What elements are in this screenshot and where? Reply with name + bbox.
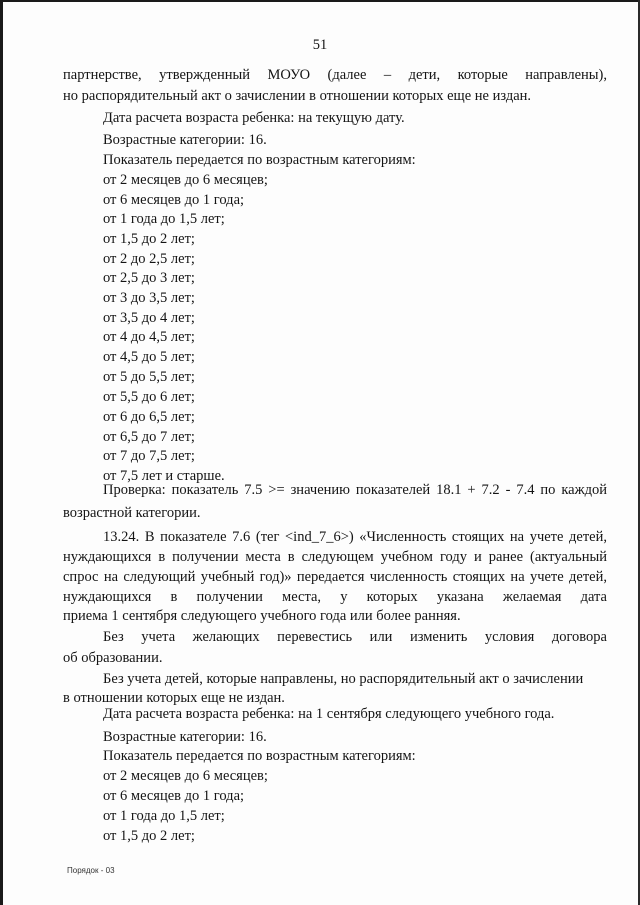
list-item: от 1,5 до 2 лет; <box>103 231 195 247</box>
text-line: в отношении которых еще не издан. <box>63 690 285 706</box>
text-line: Дата расчета возраста ребенка: на 1 сентября следующего учебного года. <box>103 706 555 722</box>
page-number: 51 <box>312 37 328 53</box>
text-line: об образовании. <box>63 650 163 666</box>
text-line: спрос на следующий учебный год)» передается численность стоящих на учете детей, <box>63 569 607 585</box>
text-line: 13.24. В показателе 7.6 (тег <ind_7_6>) «Численность стоящих на учете детей, <box>103 529 607 545</box>
text-line: но распорядительный акт о зачислении в отношении которых еще не издан. <box>63 88 532 104</box>
scan-edge-left <box>0 0 3 905</box>
list-item: от 4,5 до 5 лет; <box>103 349 195 365</box>
text-line: приема 1 сентября следующего учебного года или более ранняя. <box>63 608 461 624</box>
text-line: Без учета детей, которые направлены, но распорядительный акт о зачислении <box>103 671 584 687</box>
list-item: от 1,5 до 2 лет; <box>103 828 195 844</box>
list-item: от 3,5 до 4 лет; <box>103 310 195 326</box>
page-footer: Порядок - 03 <box>67 866 115 875</box>
list-item: от 6 месяцев до 1 года; <box>103 192 245 208</box>
list-item: от 6 до 6,5 лет; <box>103 409 195 425</box>
list-item: от 4 до 4,5 лет; <box>103 329 195 345</box>
text-line: партнерстве, утвержденный МОУО (далее – дети, которые направлены), <box>63 67 607 83</box>
text-line: Без учета желающих перевестись или изменить условия договора <box>103 629 607 645</box>
list-item: от 2,5 до 3 лет; <box>103 270 195 286</box>
list-item: от 1 года до 1,5 лет; <box>103 808 225 824</box>
text-line: нуждающихся в получении места в следующем учебном году и ранее (актуальный <box>63 549 607 565</box>
list-item: от 6 месяцев до 1 года; <box>103 788 245 804</box>
text-line: возрастной категории. <box>63 505 201 521</box>
list-item: от 1 года до 1,5 лет; <box>103 211 225 227</box>
list-item: от 6,5 до 7 лет; <box>103 429 195 445</box>
list-item: от 2 до 2,5 лет; <box>103 251 195 267</box>
list-item: от 7 до 7,5 лет; <box>103 448 195 464</box>
text-line: Возрастные категории: 16. <box>103 132 267 148</box>
scan-edge-top <box>0 0 640 2</box>
list-item: от 5,5 до 6 лет; <box>103 389 195 405</box>
list-item: от 5 до 5,5 лет; <box>103 369 195 385</box>
list-item: от 2 месяцев до 6 месяцев; <box>103 768 268 784</box>
text-line: Проверка: показатель 7.5 >= значению показателей 18.1 + 7.2 - 7.4 по каждой <box>103 482 607 498</box>
list-item: от 2 месяцев до 6 месяцев; <box>103 172 268 188</box>
text-line: нуждающихся в получении места, у которых указана желаемая дата <box>63 589 607 605</box>
text-line: Показатель передается по возрастным категориям: <box>103 152 416 168</box>
list-item: от 3 до 3,5 лет; <box>103 290 195 306</box>
text-line: Показатель передается по возрастным категориям: <box>103 748 416 764</box>
text-line: Возрастные категории: 16. <box>103 729 267 745</box>
list-item: от 7,5 лет и старше. <box>103 468 225 484</box>
text-line: Дата расчета возраста ребенка: на текущую дату. <box>103 110 405 126</box>
